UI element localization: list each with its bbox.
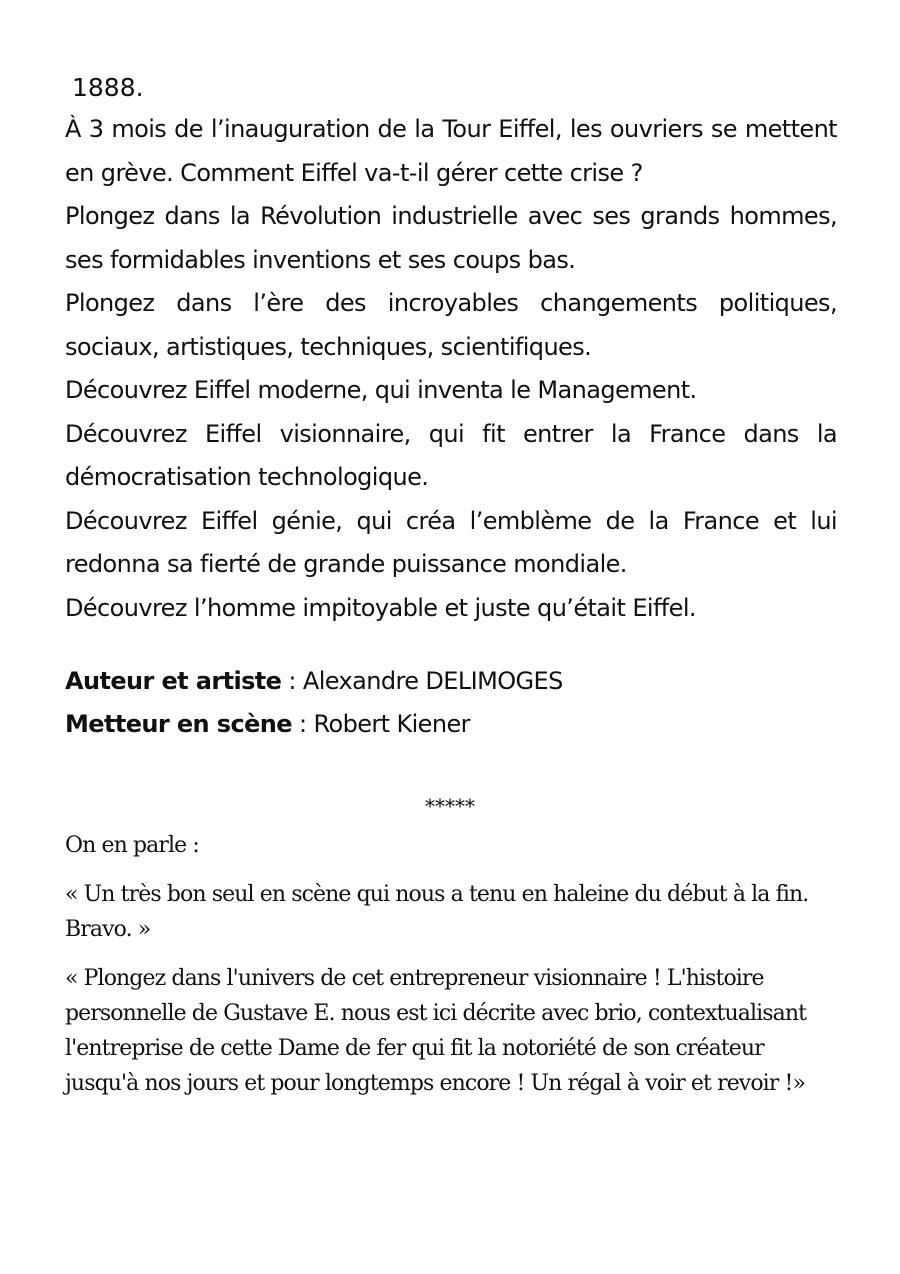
year-heading: 1888. [72,73,144,102]
synopsis [65,108,837,630]
author-separator: : [281,667,303,695]
author-name: Alexandre DELIMOGES [302,667,563,695]
director-separator: : [291,710,314,738]
director-label: Metteur en scène [65,710,292,738]
director-credit [65,703,837,746]
synopsis-paragraph: Découvrez l’homme impitoyable et juste qu’était Eiffel. [65,593,696,622]
section-separator: ***** [425,794,475,818]
review-quote: « Un très bon seul en scène qui nous a tenu en haleine du début à la fin. Bravo. » [65,882,809,942]
author-credit [65,660,837,703]
synopsis-paragraph: Découvrez Eiffel visionnaire, qui fit entrer la France dans la démocratisation technologique. [65,419,837,491]
reviews-section [65,828,840,1115]
credits [65,660,837,746]
reviews-heading: On en parle : [65,833,199,858]
synopsis-paragraph: Découvrez Eiffel génie, qui créa l’emblème de la France et lui redonna sa fierté de grande puissance mondiale. [65,506,837,578]
synopsis-paragraph: Plongez dans la Révolution industrielle avec ses grands hommes, ses formidables inventions et ses coups bas. [65,202,837,274]
review-quote: « Plongez dans l'univers de cet entrepreneur visionnaire ! L'histoire personnelle de Gustave E. nous est ici décrite avec brio, contextualisant l'entreprise de cette Dame de fer qui fit la notoriété de son créateur jusqu'à nos jours et pour longtemps encore ! Un régal à voir et revoir !» [65,966,807,1096]
synopsis-paragraph: À 3 mois de l’inauguration de la Tour Eiffel, les ouvriers se mettent en grève. Comment Eiffel va-t-il gérer cette crise ? [65,115,837,187]
synopsis-paragraph: Découvrez Eiffel moderne, qui inventa le Management. [65,376,697,404]
author-label: Auteur et artiste [65,667,282,695]
director-name: Robert Kiener [313,710,470,738]
synopsis-paragraph: Plongez dans l’ère des incroyables changements politiques, sociaux, artistiques, techniques, scientifiques. [65,289,837,361]
